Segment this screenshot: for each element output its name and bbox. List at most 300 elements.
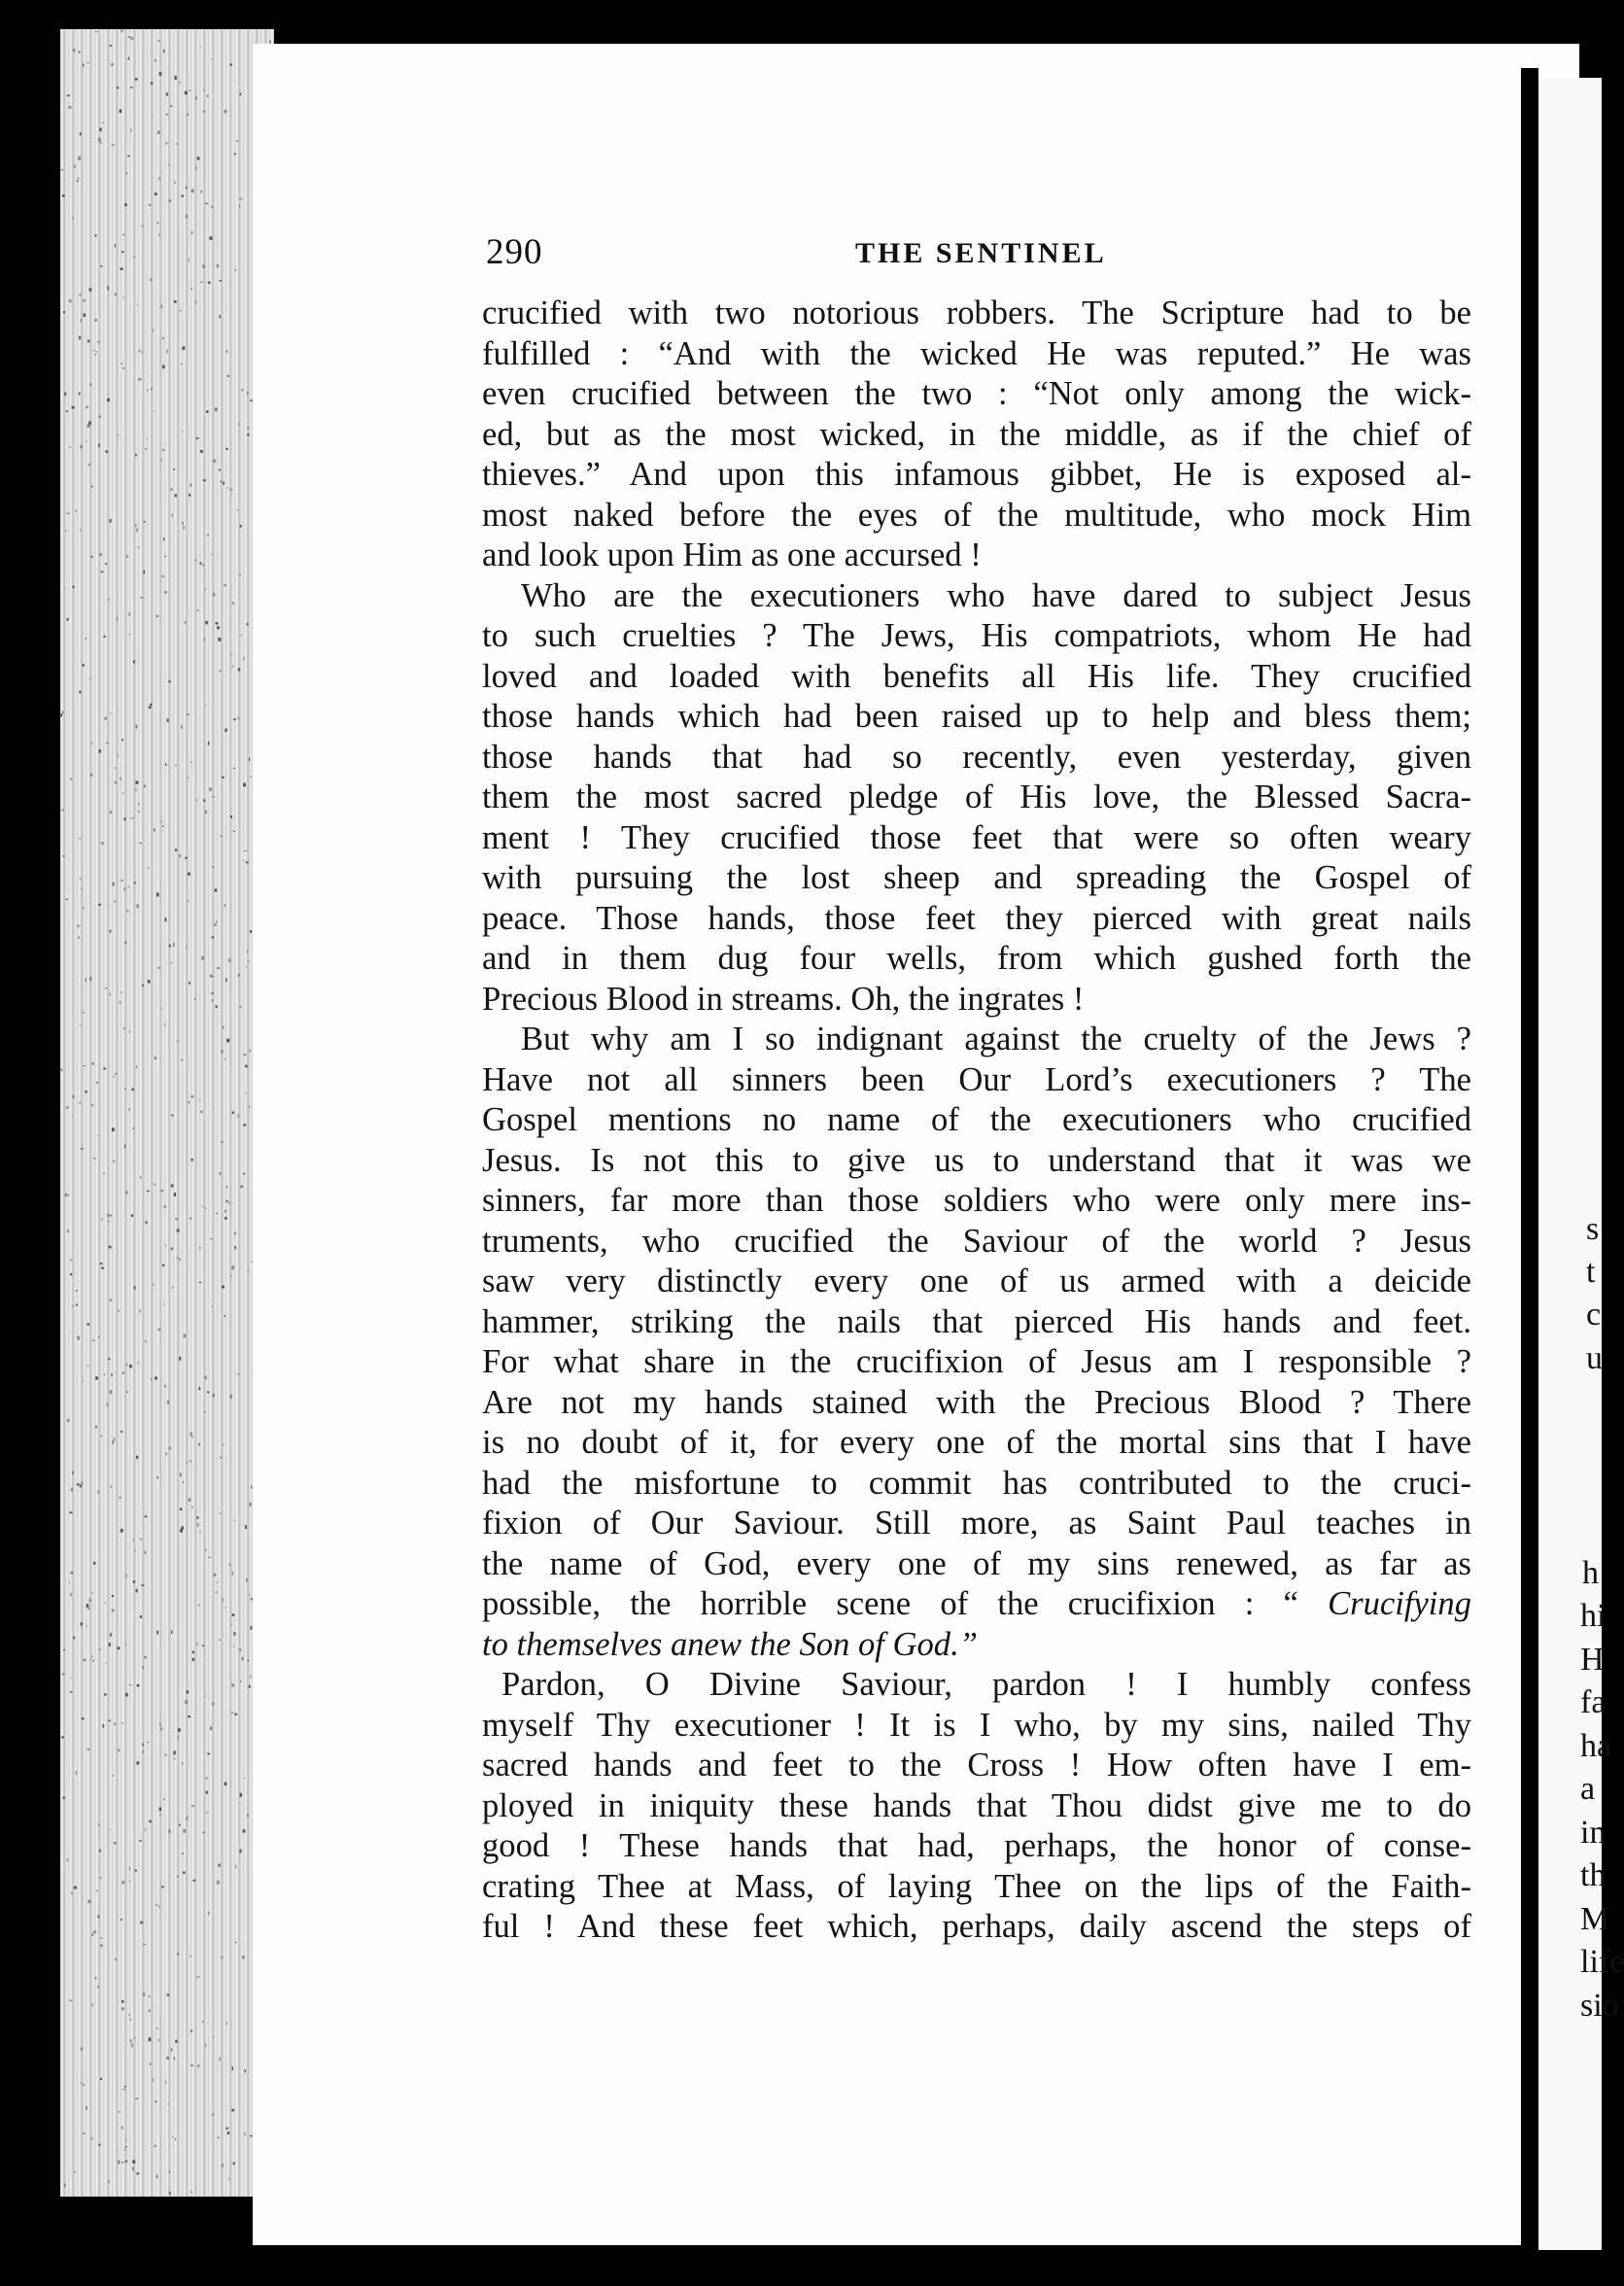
edge-speckle [115, 767, 117, 769]
edge-speckle [244, 1778, 245, 1779]
edge-speckle [157, 223, 158, 225]
edge-speckle [182, 431, 183, 433]
edge-speckle [79, 392, 80, 395]
edge-speckle [149, 1995, 151, 1997]
edge-speckle [137, 1761, 140, 1764]
edge-speckle [173, 943, 174, 947]
edge-speckle [226, 1039, 229, 1043]
edge-speckle [99, 1648, 101, 1650]
edge-speckle [84, 1065, 86, 1066]
edge-speckle [224, 1058, 225, 1059]
edge-speckle [99, 1877, 101, 1879]
edge-speckle [130, 87, 132, 88]
edge-speckle [67, 1230, 68, 1232]
edge-speckle [92, 2004, 93, 2007]
edge-speckle [107, 398, 110, 401]
edge-speckle [99, 749, 101, 753]
edge-speckle [90, 1658, 92, 1659]
edge-speckle [131, 817, 134, 818]
edge-speckle [225, 729, 226, 733]
edge-speckle [220, 670, 222, 673]
edge-speckle [247, 1814, 249, 1817]
edge-speckle [195, 300, 196, 304]
edge-speckle [124, 1089, 126, 1090]
edge-speckle [176, 143, 178, 145]
edge-speckle [243, 1829, 246, 1832]
edge-speckle [101, 1937, 103, 1939]
edge-speckle [211, 1000, 214, 1002]
edge-speckle [225, 979, 227, 983]
edge-speckle [113, 1160, 115, 1162]
edge-speckle [111, 1373, 113, 1376]
edge-speckle [99, 128, 101, 132]
edge-speckle [129, 634, 131, 635]
edge-speckle [160, 459, 162, 461]
edge-speckle [110, 811, 112, 814]
edge-speckle [221, 1957, 223, 1958]
edge-speckle [105, 1602, 107, 1603]
edge-speckle [128, 886, 129, 887]
edge-speckle [164, 1205, 166, 1208]
edge-speckle [184, 1334, 187, 1338]
edge-speckle [121, 1529, 123, 1533]
edge-speckle [183, 347, 186, 351]
text-line: those hands that had so recently, even yesterday, given [482, 738, 1471, 776]
edge-speckle [97, 1986, 99, 1989]
edge-speckle [145, 1516, 148, 1518]
edge-speckle [175, 765, 177, 767]
edge-speckle [170, 489, 173, 491]
edge-speckle [95, 1977, 97, 1979]
edge-speckle [77, 1336, 80, 1340]
edge-speckle [133, 1127, 134, 1129]
edge-speckle [82, 888, 83, 889]
edge-speckle [205, 2044, 206, 2047]
edge-speckle [72, 1471, 73, 1474]
edge-speckle [232, 2067, 234, 2071]
edge-speckle [269, 41, 270, 44]
edge-speckle [126, 172, 127, 174]
edge-speckle [152, 115, 153, 116]
edge-speckle [162, 365, 165, 369]
edge-speckle [191, 1095, 194, 1098]
edge-speckle [110, 1829, 111, 1830]
edge-speckle [172, 2136, 174, 2137]
edge-speckle [136, 725, 137, 729]
edge-speckle [212, 2114, 214, 2116]
edge-speckle [107, 1221, 109, 1222]
edge-speckle [117, 87, 119, 88]
edge-speckle [162, 1264, 164, 1266]
edge-speckle [212, 58, 214, 59]
edge-speckle [199, 1247, 201, 1250]
edge-speckle [134, 1549, 135, 1551]
edge-speckle [243, 783, 246, 787]
edge-speckle [83, 64, 84, 67]
edge-speckle [120, 777, 121, 779]
edge-speckle [81, 1148, 84, 1149]
edge-speckle [98, 904, 101, 906]
edge-speckle [161, 821, 163, 822]
edge-speckle [248, 1660, 249, 1662]
edge-speckle [130, 2039, 132, 2042]
edge-speckle [204, 589, 206, 591]
edge-speckle [223, 1026, 224, 1028]
edge-speckle [234, 1232, 235, 1235]
edge-speckle [200, 46, 201, 48]
edge-speckle [127, 156, 129, 157]
edge-speckle [65, 530, 67, 532]
edge-speckle [243, 860, 244, 861]
edge-speckle [129, 1365, 132, 1368]
facing-page-fragment: in [1580, 1815, 1607, 1851]
edge-speckle [240, 1850, 242, 1853]
edge-speckle [138, 378, 141, 381]
edge-speckle [159, 1815, 162, 1816]
text-line: But why am I so indignant against the cruelty of the Jews ? [521, 1021, 1471, 1057]
edge-speckle [142, 1743, 143, 1746]
edge-speckle [168, 199, 171, 202]
edge-speckle [93, 1158, 96, 1159]
edge-speckle [169, 2170, 170, 2172]
edge-speckle [81, 2047, 84, 2050]
edge-speckle [170, 962, 172, 963]
edge-speckle [225, 448, 227, 450]
edge-speckle [125, 1191, 127, 1194]
edge-speckle [191, 231, 193, 234]
edge-speckle [226, 1186, 227, 1188]
edge-speckle [199, 1532, 201, 1533]
edge-speckle [136, 1589, 138, 1593]
edge-speckle [84, 313, 86, 317]
edge-speckle [86, 441, 87, 442]
edge-speckle [240, 525, 242, 528]
edge-speckle [190, 1433, 192, 1437]
edge-speckle [233, 1520, 235, 1522]
edge-speckle [220, 1457, 222, 1459]
edge-speckle [223, 1444, 224, 1446]
edge-speckle [82, 664, 85, 666]
edge-speckle [132, 2167, 133, 2171]
edge-speckle [141, 352, 143, 354]
edge-speckle [153, 1284, 155, 1285]
edge-speckle [225, 904, 226, 907]
edge-speckle [247, 1269, 249, 1270]
edge-speckle [66, 899, 68, 900]
edge-speckle [247, 427, 249, 429]
edge-speckle [143, 1992, 145, 1996]
edge-speckle [92, 1062, 94, 1065]
edge-speckle [195, 96, 196, 99]
edge-speckle [154, 410, 155, 411]
edge-speckle [208, 282, 211, 285]
edge-speckle [163, 537, 164, 540]
edge-speckle [125, 2160, 127, 2162]
edge-speckle [103, 1724, 105, 1728]
edge-speckle [125, 2146, 127, 2148]
edge-speckle [113, 1775, 114, 1777]
edge-speckle [135, 454, 137, 457]
edge-speckle [79, 294, 82, 295]
edge-speckle [226, 2022, 227, 2025]
edge-speckle [190, 762, 191, 763]
edge-speckle [180, 1508, 182, 1510]
edge-speckle [190, 1218, 191, 1220]
edge-speckle [229, 1395, 232, 1399]
edge-speckle [113, 883, 115, 886]
edge-speckle [118, 754, 119, 756]
edge-speckle [60, 713, 62, 717]
edge-speckle [137, 1684, 140, 1687]
edge-speckle [161, 305, 162, 308]
edge-speckle [155, 1376, 157, 1379]
text-line: possible, the horrible scene of the crucifixion : “ Crucifying [482, 1585, 1471, 1622]
edge-speckle [230, 654, 231, 655]
text-line: truments, who crucified the Saviour of the world ? Jesus [482, 1222, 1471, 1260]
edge-speckle [216, 622, 219, 624]
text-line: to such cruelties ? The Jews, His compatriots, whom He had [482, 617, 1471, 654]
edge-speckle [202, 1206, 204, 1207]
edge-speckle [205, 1207, 207, 1209]
edge-speckle [91, 743, 92, 745]
edge-speckle [109, 1720, 111, 1722]
edge-speckle [151, 82, 153, 85]
edge-speckle [64, 393, 66, 397]
edge-speckle [158, 1906, 159, 1909]
edge-speckle [92, 1933, 93, 1936]
edge-speckle [206, 410, 209, 412]
edge-speckle [186, 1817, 188, 1820]
body-text [482, 294, 1471, 1948]
facing-page-fragment: ha [1580, 1728, 1612, 1764]
edge-speckle [155, 615, 158, 617]
edge-speckle [111, 1486, 112, 1489]
text-line: fulfilled : “And with the wicked He was reputed.” He was [482, 334, 1471, 372]
edge-speckle [220, 1172, 222, 1175]
edge-speckle [112, 1595, 114, 1597]
edge-speckle [101, 572, 104, 573]
edge-speckle [246, 1578, 247, 1582]
edge-speckle [197, 610, 199, 611]
edge-speckle [212, 1703, 215, 1706]
edge-speckle [245, 2069, 246, 2072]
edge-speckle [233, 1632, 236, 1636]
edge-speckle [108, 1358, 110, 1360]
edge-speckle [138, 811, 139, 813]
edge-speckle [121, 991, 122, 993]
edge-speckle [194, 560, 197, 561]
edge-speckle [141, 1584, 144, 1586]
edge-speckle [189, 1498, 191, 1502]
edge-speckle [240, 1680, 241, 1682]
edge-speckle [181, 725, 183, 729]
text-line: them the most sacred pledge of His love, the Blessed Sacra- [482, 779, 1471, 815]
edge-speckle [145, 1828, 146, 1830]
edge-speckle [232, 1572, 233, 1576]
edge-speckle [165, 2081, 166, 2084]
text-line: the name of God, every one of my sins renewed, as far as [482, 1544, 1471, 1582]
edge-speckle [87, 424, 90, 428]
edge-speckle [129, 1031, 130, 1033]
edge-speckle [241, 635, 242, 637]
edge-speckle [167, 2057, 169, 2059]
edge-speckle [202, 264, 205, 268]
edge-speckle [93, 1660, 94, 1662]
edge-speckle [115, 244, 116, 247]
edge-speckle [79, 336, 81, 340]
edge-speckle [125, 2139, 127, 2140]
edge-speckle [64, 589, 66, 590]
edge-speckle [142, 1750, 144, 1754]
edge-speckle [198, 1443, 199, 1446]
edge-speckle [188, 114, 189, 116]
edge-speckle [110, 993, 111, 996]
edge-speckle [130, 128, 131, 132]
edge-speckle [108, 287, 110, 291]
edge-speckle [98, 443, 100, 447]
edge-speckle [105, 717, 107, 720]
edge-speckle [126, 910, 128, 912]
edge-speckle [217, 626, 220, 629]
edge-speckle [224, 584, 225, 586]
edge-speckle [108, 2180, 110, 2183]
facing-page-fragment: hi [1580, 1598, 1607, 1634]
edge-speckle [74, 165, 76, 169]
edge-speckle [210, 975, 212, 978]
edge-speckle [175, 849, 177, 851]
edge-speckle [80, 878, 81, 881]
edge-speckle [110, 712, 111, 713]
edge-speckle [189, 982, 190, 985]
edge-speckle [101, 1218, 102, 1221]
edge-speckle [186, 946, 187, 949]
edge-speckle [121, 2000, 123, 2003]
edge-speckle [166, 350, 167, 354]
edge-speckle [212, 866, 215, 868]
edge-speckle [168, 680, 171, 682]
text-line: hammer, striking the nails that pierced His hands and feet. [482, 1302, 1471, 1340]
edge-speckle [171, 2049, 172, 2052]
edge-speckle [180, 1473, 181, 1477]
edge-speckle [95, 31, 97, 32]
edge-speckle [138, 803, 139, 805]
edge-speckle [175, 494, 177, 497]
edge-speckle [84, 2084, 85, 2086]
edge-speckle [129, 612, 130, 615]
edge-speckle [71, 1488, 73, 1492]
edge-speckle [91, 2137, 92, 2141]
edge-speckle [98, 2144, 100, 2146]
edge-speckle [212, 1305, 213, 1307]
edge-speckle [239, 205, 240, 207]
edge-speckle [173, 1758, 176, 1759]
edge-speckle [124, 1145, 125, 1149]
edge-speckle [99, 1850, 101, 1853]
edge-speckle [121, 1919, 122, 1921]
edge-speckle [164, 556, 166, 557]
edge-speckle [208, 1912, 209, 1916]
edge-speckle [103, 636, 105, 638]
edge-speckle [212, 2036, 214, 2037]
edge-speckle [114, 1842, 117, 1845]
edge-speckle [206, 1777, 208, 1780]
page-edges-speckle [60, 29, 274, 2197]
edge-speckle [126, 555, 128, 558]
edge-speckle [231, 1265, 234, 1269]
edge-speckle [179, 1259, 180, 1261]
edge-speckle [110, 930, 112, 933]
edge-speckle [207, 1391, 209, 1393]
edge-speckle [105, 563, 107, 565]
edge-speckle [128, 36, 131, 38]
edge-speckle [159, 1723, 161, 1726]
edge-speckle [157, 131, 160, 134]
edge-speckle [186, 1462, 188, 1463]
edge-speckle [233, 768, 235, 769]
edge-speckle [244, 850, 247, 851]
edge-speckle [203, 1832, 205, 1834]
edge-speckle [228, 2178, 229, 2180]
edge-speckle [69, 2000, 72, 2002]
edge-speckle [131, 38, 134, 41]
edge-speckle [125, 1644, 126, 1645]
edge-speckle [151, 388, 152, 390]
edge-speckle [98, 138, 101, 142]
edge-speckle [63, 311, 65, 314]
edge-speckle [71, 1891, 73, 1894]
edge-speckle [124, 2149, 126, 2150]
edge-speckle [166, 114, 169, 115]
edge-speckle [131, 1215, 133, 1218]
edge-speckle [110, 45, 112, 47]
edge-speckle [134, 1286, 136, 1290]
edge-speckle [106, 743, 109, 745]
edge-speckle [119, 2161, 120, 2165]
text-line: those hands which had been raised up to help and bless them; [482, 698, 1471, 735]
edge-speckle [244, 657, 245, 661]
edge-speckle [98, 415, 101, 418]
edge-speckle [181, 1526, 184, 1530]
edge-speckle [96, 351, 97, 353]
edge-speckle [230, 815, 232, 818]
edge-speckle [95, 1426, 97, 1429]
edge-speckle [96, 1082, 98, 1083]
edge-speckle [94, 354, 96, 356]
edge-speckle [108, 599, 110, 600]
edge-speckle [72, 1305, 75, 1306]
edge-speckle [188, 901, 190, 903]
edge-speckle [80, 1102, 82, 1104]
text-line: For what share in the crucifixion of Jesus am I responsible ? [482, 1343, 1471, 1380]
edge-speckle [175, 1218, 178, 1220]
edge-speckle [117, 434, 119, 435]
edge-speckle [219, 1864, 221, 1867]
edge-speckle [165, 918, 167, 921]
edge-speckle [219, 2058, 220, 2061]
edge-speckle [211, 1238, 212, 1239]
edge-speckle [142, 985, 144, 987]
edge-speckle [149, 1820, 151, 1823]
edge-speckle [76, 1290, 78, 1291]
edge-speckle [110, 519, 112, 523]
edge-speckle [221, 1050, 223, 1053]
edge-speckle [230, 1623, 231, 1626]
edge-speckle [183, 526, 185, 529]
edge-speckle [67, 1858, 68, 1861]
edge-speckle [133, 1580, 135, 1583]
edge-speckle [140, 843, 142, 844]
edge-speckle [216, 921, 218, 923]
